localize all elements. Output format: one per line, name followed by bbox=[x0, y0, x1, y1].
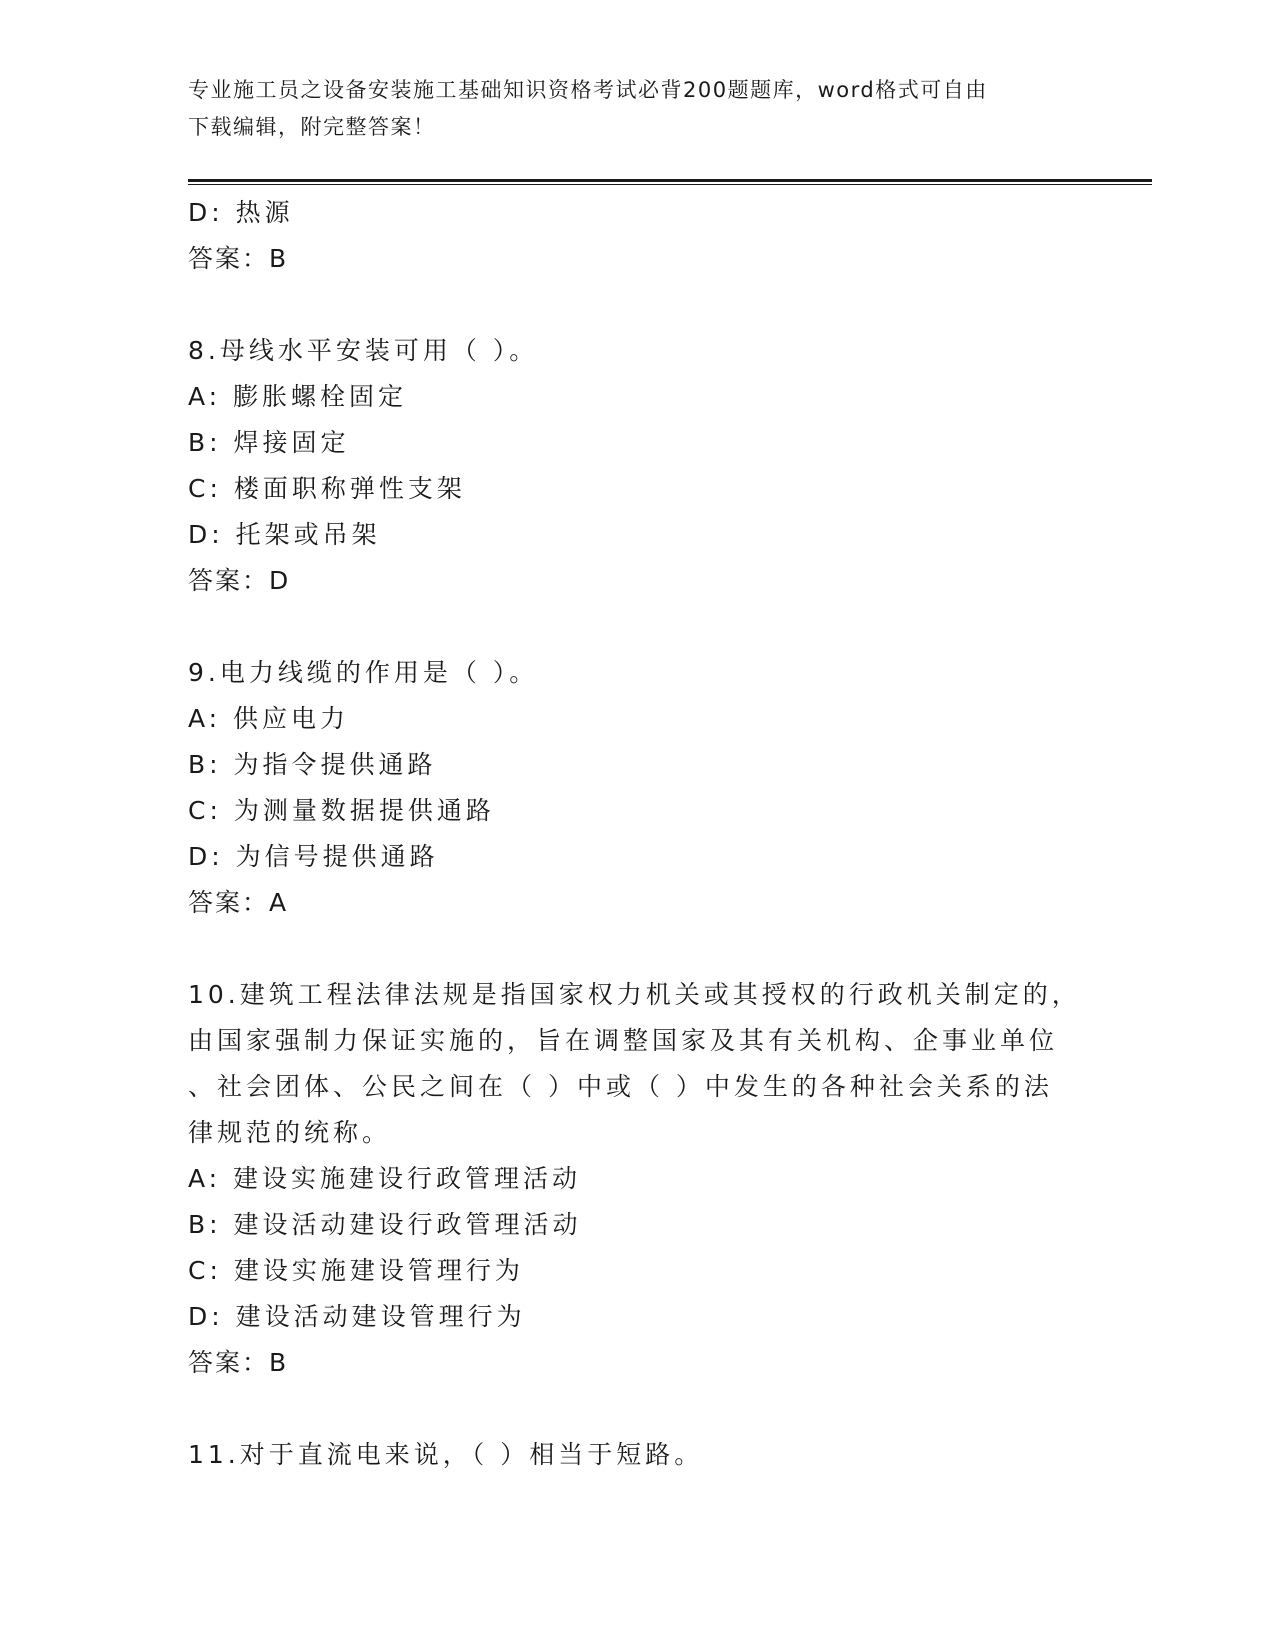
option-d: D: 为信号提供通路 bbox=[188, 842, 439, 871]
option-c: C: 楼面职称弹性支架 bbox=[188, 474, 466, 503]
option-d: D: 热源 bbox=[188, 198, 294, 227]
spacer bbox=[188, 1386, 1088, 1432]
question-stem: 11.对于直流电来说，（ ）相当于短路。 bbox=[188, 1440, 704, 1469]
option-a: A: 膨胀螺栓固定 bbox=[188, 382, 408, 411]
question-10 bbox=[188, 972, 1088, 1386]
spacer bbox=[188, 604, 1088, 650]
question-8 bbox=[188, 328, 1088, 604]
question-stem-line: 律规范的统称。 bbox=[188, 1118, 392, 1147]
answer: 答案：D bbox=[188, 566, 291, 595]
header-line-2: 下载编辑，附完整答案！ bbox=[188, 115, 436, 139]
question-7-tail bbox=[188, 190, 1088, 282]
answer: 答案：A bbox=[188, 888, 289, 917]
question-9 bbox=[188, 650, 1088, 926]
header-divider-thick bbox=[188, 179, 1152, 182]
question-list bbox=[188, 190, 1088, 1478]
question-stem-line: 、社会团体、公民之间在（ ）中或（ ）中发生的各种社会关系的法 bbox=[188, 1072, 1053, 1101]
question-stem: 8.母线水平安装可用（ ）。 bbox=[188, 336, 539, 365]
header-line-1: 专业施工员之设备安装施工基础知识资格考试必背200题题库，word格式可自由 bbox=[188, 78, 988, 102]
answer: 答案：B bbox=[188, 1348, 289, 1377]
spacer bbox=[188, 926, 1088, 972]
document-header bbox=[188, 72, 1088, 146]
header-divider-thin bbox=[188, 184, 1152, 185]
option-b: B: 建设活动建设行政管理活动 bbox=[188, 1210, 582, 1239]
option-a: A: 供应电力 bbox=[188, 704, 350, 733]
question-11 bbox=[188, 1432, 1088, 1478]
option-b: B: 焊接固定 bbox=[188, 428, 350, 457]
option-c: C: 为测量数据提供通路 bbox=[188, 796, 495, 825]
spacer bbox=[188, 282, 1088, 328]
question-stem: 9.电力线缆的作用是（ ）。 bbox=[188, 658, 539, 687]
question-stem-line: 由国家强制力保证实施的，旨在调整国家及其有关机构、企事业单位 bbox=[188, 1026, 1059, 1055]
option-b: B: 为指令提供通路 bbox=[188, 750, 437, 779]
option-d: D: 托架或吊架 bbox=[188, 520, 381, 549]
option-d: D: 建设活动建设管理行为 bbox=[188, 1302, 526, 1331]
option-a: A: 建设实施建设行政管理活动 bbox=[188, 1164, 582, 1193]
question-stem-line: 10.建筑工程法律法规是指国家权力机关或其授权的行政机关制定的， bbox=[188, 980, 1081, 1009]
answer: 答案：B bbox=[188, 244, 289, 273]
option-c: C: 建设实施建设管理行为 bbox=[188, 1256, 524, 1285]
